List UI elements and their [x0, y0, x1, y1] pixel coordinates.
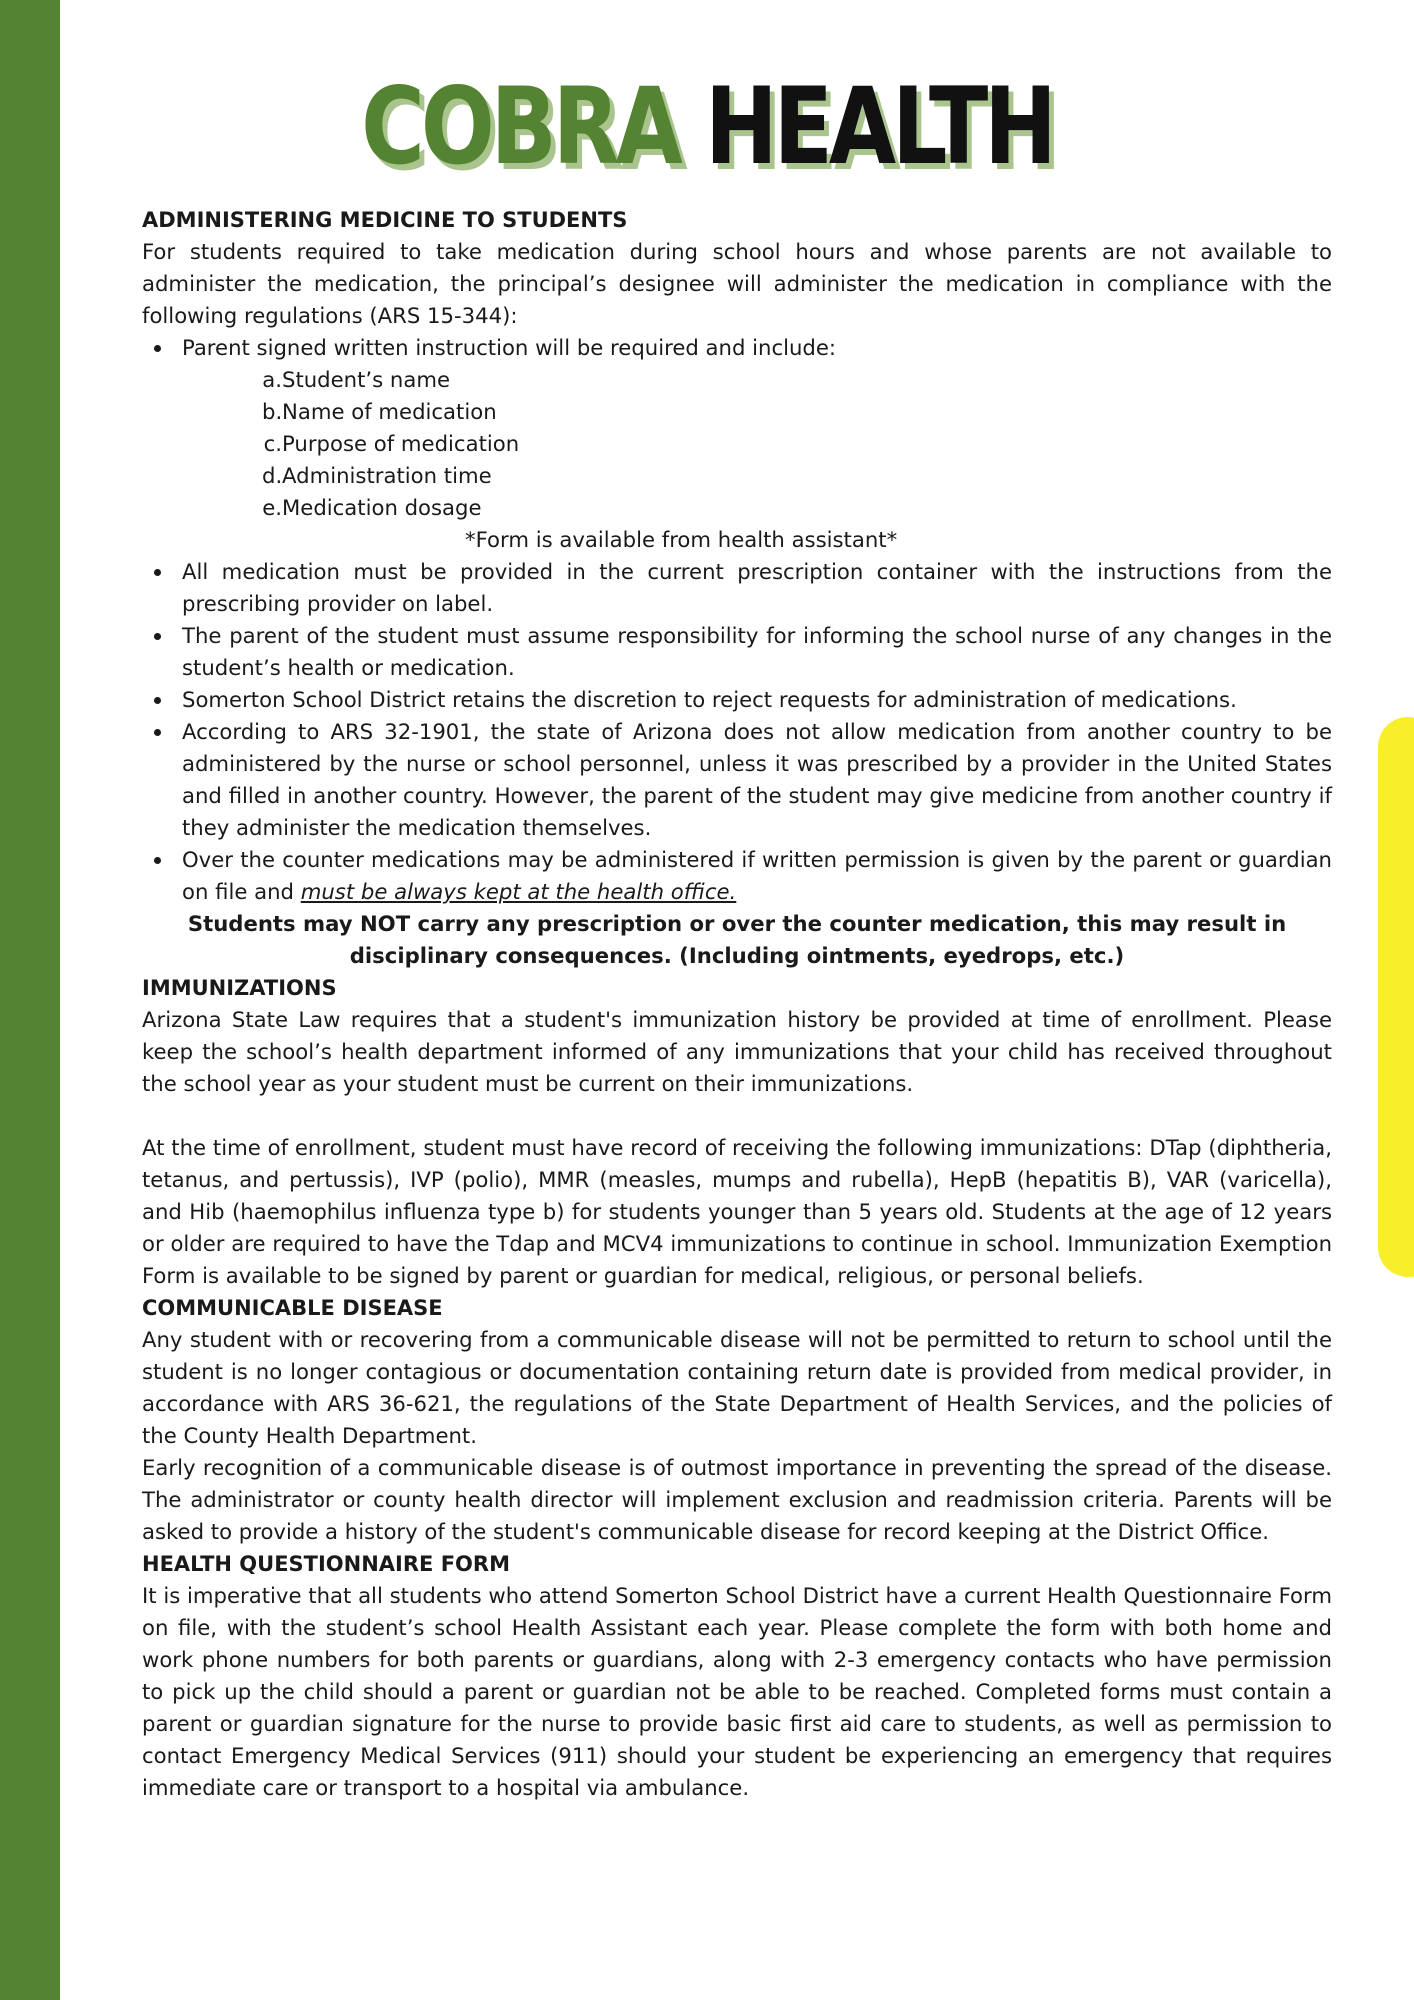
- list-letter: d.: [262, 463, 283, 488]
- medicine-bullet-list: [142, 332, 1332, 908]
- section-heading-medicine: ADMINISTERING MEDICINE TO STUDENTS: [142, 208, 628, 232]
- document-body: [142, 204, 1332, 1804]
- list-item: The parent of the student must assume responsibility for informing the school nurse of any changes in the student’s health or medication.: [142, 620, 1332, 684]
- list-letter: c.: [263, 431, 282, 456]
- page-title: [127, 62, 1286, 192]
- list-item: All medication must be provided in the current prescription container with the instructions from the prescribing provider on label.: [142, 556, 1332, 620]
- section-immunizations: [142, 972, 1332, 1292]
- required-info-list: [182, 364, 1332, 524]
- communicable-paragraph-1: Any student with or recovering from a communicable disease will not be permitted to return to school until the student is no longer contagious or documentation containing return date is provided from medical provider, in accordance with ARS 36-621, the regulations of the State Department of Health Services, and the policies of the County Health Department.: [142, 1327, 1332, 1448]
- title-word-cobra: COBRA: [361, 65, 679, 188]
- section-communicable-disease: [142, 1292, 1332, 1548]
- section-heading-immunizations: IMMUNIZATIONS: [142, 976, 337, 1000]
- communicable-paragraph-2: Early recognition of a communicable disease is of outmost importance in preventing the spread of the disease. The administrator or county health director will implement exclusion and readmission criteria. Parents will be asked to provide a history of the student's communicable disease for record keeping at the District Office.: [142, 1455, 1332, 1544]
- list-item-text: Student’s name: [282, 367, 450, 392]
- carry-warning-line-2: disciplinary consequences. (Including ointments, eyedrops, etc.): [349, 943, 1125, 968]
- section-health-questionnaire: [142, 1548, 1332, 1804]
- questionnaire-paragraph: It is imperative that all students who attend Somerton School District have a current Health Questionnaire Form on file, with the student’s school Health Assistant each year. Please complete the form with both home and work phone numbers for both parents or guardians, along with 2-3 emergency contacts who have permission to pick up the child should a parent or guardian not be able to be reached. Completed forms must contain a parent or guardian signature for the nurse to provide basic first aid care to students, as well as permission to contact Emergency Medical Services (911) should your student be experiencing an emergency that requires immediate care or transport to a hospital via ambulance.: [142, 1583, 1332, 1800]
- list-item-text: Administration time: [282, 463, 492, 488]
- title-word-health: HEALTH: [704, 65, 1053, 188]
- left-green-sidebar: [0, 0, 60, 2000]
- carry-warning-line-1: Students may NOT carry any prescription or over the counter medication, this may result in: [187, 911, 1287, 936]
- yellow-side-tab: [1378, 717, 1414, 1277]
- list-item-text: Medication dosage: [282, 495, 482, 520]
- bullet-text: Parent signed written instruction will be required and include:: [182, 335, 837, 360]
- list-item: [182, 396, 1332, 428]
- list-letter: b.: [262, 399, 283, 424]
- list-letter: a.: [262, 367, 282, 392]
- list-item: According to ARS 32-1901, the state of Arizona does not allow medication from another country to be administered by the nurse or school personnel, unless it was prescribed by a provider in the United States and filled in another country. However, the parent of the student may give medicine from another country if they administer the medication themselves.: [142, 716, 1332, 844]
- form-availability-note: *Form is available from health assistant*: [465, 527, 898, 552]
- list-letter: e.: [262, 495, 282, 520]
- list-item: [182, 364, 1332, 396]
- list-item: [182, 492, 1332, 524]
- list-item: [142, 332, 1332, 556]
- list-item: [142, 844, 1332, 908]
- list-item: [182, 460, 1332, 492]
- section-medicine: [142, 204, 1332, 972]
- list-item-text: Purpose of medication: [282, 431, 520, 456]
- paragraph-spacer: [142, 1100, 1332, 1132]
- immunizations-paragraph-2: At the time of enrollment, student must have record of receiving the following immunizations: DTap (diphtheria, tetanus, and pertussis), IVP (polio), MMR (measles, mumps and rubella), HepB (hepatitis B), VAR (varicella), and Hib (haemophilus influenza type b) for students younger than 5 years old. Students at the age of 12 years or older are required to have the Tdap and MCV4 immunizations to continue in school. Immunization Exemption Form is available to be signed by parent or guardian for medical, religious, or personal beliefs.: [142, 1135, 1332, 1288]
- section-heading-questionnaire: HEALTH QUESTIONNAIRE FORM: [142, 1552, 510, 1576]
- list-item: [182, 428, 1332, 460]
- immunizations-paragraph-1: Arizona State Law requires that a student's immunization history be provided at time of enrollment. Please keep the school’s health department informed of any immunizations that your child has received throughout the school year as your student must be current on their immunizations.: [142, 1007, 1332, 1096]
- list-item: Somerton School District retains the discretion to reject requests for administration of medications.: [142, 684, 1332, 716]
- list-item-text: Name of medication: [282, 399, 497, 424]
- emphasis-text: must be always kept at the health office.: [300, 879, 737, 904]
- medicine-intro: For students required to take medication during school hours and whose parents are not available to administer the medication, the principal’s designee will administer the medication in compliance with the following regulations (ARS 15-344):: [142, 239, 1332, 328]
- bullet-text: Over the counter medications may be administered if written permission is given by the parent or guardian on file and: [182, 847, 1332, 904]
- section-heading-communicable: COMMUNICABLE DISEASE: [142, 1296, 443, 1320]
